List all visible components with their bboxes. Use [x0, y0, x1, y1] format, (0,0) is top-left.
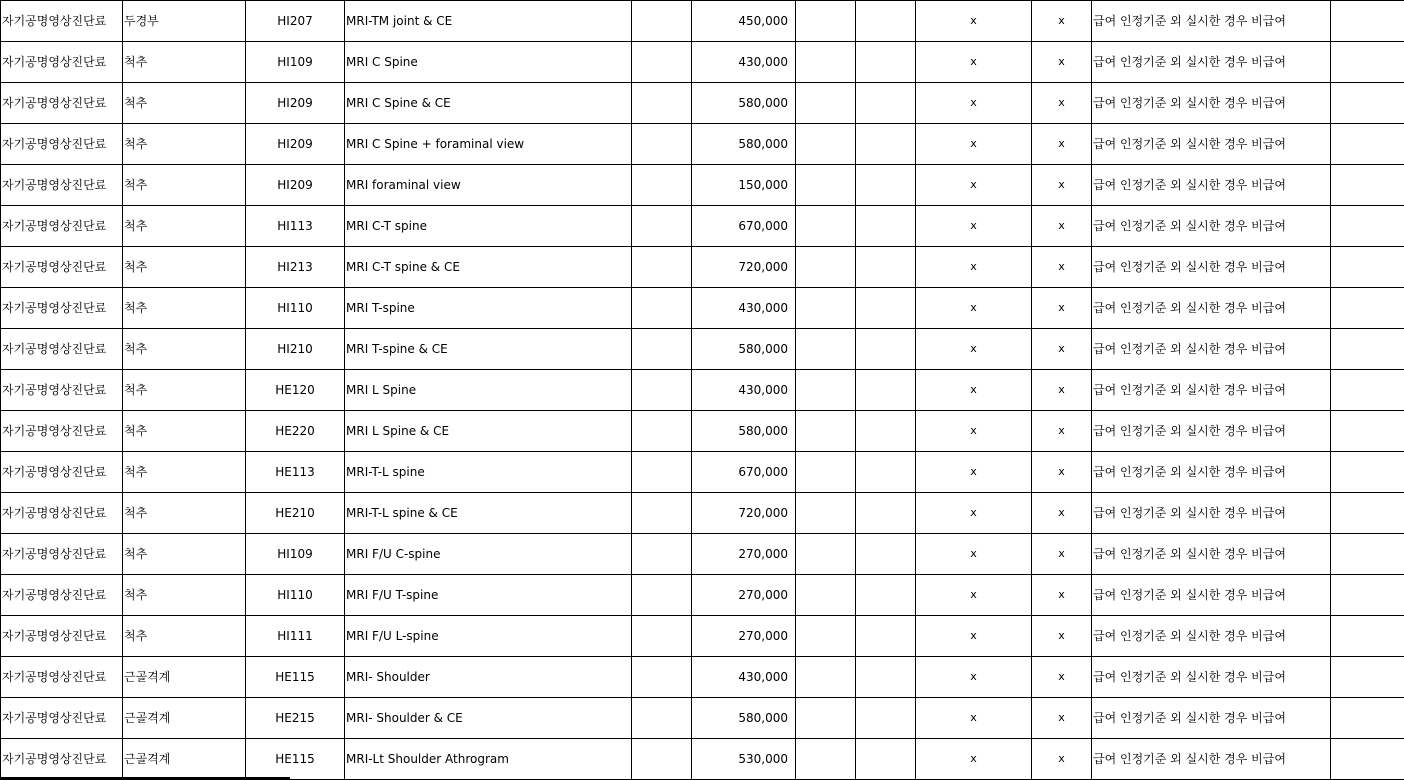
- empty-cell[interactable]: [796, 1, 856, 42]
- note-cell[interactable]: 급여 인정기준 외 실시한 경우 비급여: [1092, 124, 1331, 165]
- empty-cell[interactable]: [856, 247, 916, 288]
- body-part-cell[interactable]: 척추: [123, 42, 246, 83]
- procedure-name-cell[interactable]: MRI F/U T-spine: [345, 575, 632, 616]
- empty-cell[interactable]: [856, 452, 916, 493]
- mark-cell[interactable]: x: [1032, 329, 1092, 370]
- price-cell[interactable]: 270,000: [692, 534, 796, 575]
- note-cell[interactable]: 급여 인정기준 외 실시한 경우 비급여: [1092, 83, 1331, 124]
- empty-cell[interactable]: [632, 616, 692, 657]
- empty-cell[interactable]: [632, 83, 692, 124]
- empty-cell[interactable]: [632, 739, 692, 780]
- empty-cell[interactable]: [632, 124, 692, 165]
- body-part-cell[interactable]: 척추: [123, 370, 246, 411]
- table-row: [1, 452, 1404, 493]
- price-cell[interactable]: 150,000: [692, 165, 796, 206]
- mark-cell[interactable]: x: [1032, 739, 1092, 780]
- empty-cell[interactable]: [632, 329, 692, 370]
- empty-cell[interactable]: [796, 206, 856, 247]
- mark-cell[interactable]: x: [1032, 657, 1092, 698]
- mark-cell[interactable]: x: [1032, 288, 1092, 329]
- empty-cell[interactable]: [1331, 83, 1404, 124]
- empty-cell[interactable]: [632, 698, 692, 739]
- empty-cell[interactable]: [1331, 206, 1404, 247]
- empty-cell[interactable]: [796, 83, 856, 124]
- empty-cell[interactable]: [856, 1, 916, 42]
- empty-cell[interactable]: [796, 452, 856, 493]
- mark-cell[interactable]: x: [916, 493, 1032, 534]
- empty-cell[interactable]: [1331, 247, 1404, 288]
- mark-cell[interactable]: x: [1032, 206, 1092, 247]
- empty-cell[interactable]: [856, 739, 916, 780]
- body-part-cell[interactable]: 척추: [123, 616, 246, 657]
- procedure-name-cell[interactable]: MRI foraminal view: [345, 165, 632, 206]
- note-cell[interactable]: 급여 인정기준 외 실시한 경우 비급여: [1092, 493, 1331, 534]
- empty-cell[interactable]: [632, 452, 692, 493]
- empty-cell[interactable]: [856, 657, 916, 698]
- mark-cell[interactable]: x: [916, 411, 1032, 452]
- price-cell[interactable]: 450,000: [692, 1, 796, 42]
- mark-cell[interactable]: x: [916, 698, 1032, 739]
- price-cell[interactable]: 430,000: [692, 42, 796, 83]
- empty-cell[interactable]: [632, 411, 692, 452]
- code-cell[interactable]: HI213: [246, 247, 345, 288]
- mark-cell[interactable]: x: [916, 575, 1032, 616]
- note-cell[interactable]: 급여 인정기준 외 실시한 경우 비급여: [1092, 42, 1331, 83]
- code-cell[interactable]: HI110: [246, 575, 345, 616]
- category-cell[interactable]: 자기공명영상진단료: [1, 411, 123, 452]
- mark-cell[interactable]: x: [1032, 534, 1092, 575]
- code-cell[interactable]: HE115: [246, 657, 345, 698]
- empty-cell[interactable]: [796, 247, 856, 288]
- table-row: [1, 411, 1404, 452]
- empty-cell[interactable]: [856, 42, 916, 83]
- price-cell[interactable]: 430,000: [692, 370, 796, 411]
- body-part-cell[interactable]: 척추: [123, 124, 246, 165]
- empty-cell[interactable]: [856, 288, 916, 329]
- empty-cell[interactable]: [1331, 657, 1404, 698]
- table-body: [1, 1, 1404, 780]
- code-cell[interactable]: HE215: [246, 698, 345, 739]
- procedure-name-cell[interactable]: MRI C Spine: [345, 42, 632, 83]
- empty-cell[interactable]: [856, 534, 916, 575]
- empty-cell[interactable]: [796, 42, 856, 83]
- empty-cell[interactable]: [1331, 739, 1404, 780]
- mark-cell[interactable]: x: [1032, 493, 1092, 534]
- empty-cell[interactable]: [856, 575, 916, 616]
- table-row: [1, 698, 1404, 739]
- price-cell[interactable]: 580,000: [692, 83, 796, 124]
- table-row: [1, 370, 1404, 411]
- category-cell[interactable]: 자기공명영상진단료: [1, 42, 123, 83]
- empty-cell[interactable]: [856, 616, 916, 657]
- procedure-name-cell[interactable]: MRI C Spine + foraminal view: [345, 124, 632, 165]
- table-row: [1, 493, 1404, 534]
- empty-cell[interactable]: [796, 575, 856, 616]
- empty-cell[interactable]: [796, 288, 856, 329]
- table-row: [1, 534, 1404, 575]
- mark-cell[interactable]: x: [1032, 616, 1092, 657]
- code-cell[interactable]: HE120: [246, 370, 345, 411]
- empty-cell[interactable]: [632, 1, 692, 42]
- procedure-name-cell[interactable]: MRI L Spine: [345, 370, 632, 411]
- body-part-cell[interactable]: 근골격계: [123, 698, 246, 739]
- mark-cell[interactable]: x: [1032, 83, 1092, 124]
- mark-cell[interactable]: x: [1032, 247, 1092, 288]
- note-cell[interactable]: 급여 인정기준 외 실시한 경우 비급여: [1092, 616, 1331, 657]
- empty-cell[interactable]: [856, 165, 916, 206]
- category-cell[interactable]: 자기공명영상진단료: [1, 165, 123, 206]
- procedure-name-cell[interactable]: MRI-T-L spine & CE: [345, 493, 632, 534]
- empty-cell[interactable]: [796, 329, 856, 370]
- category-cell[interactable]: 자기공명영상진단료: [1, 452, 123, 493]
- empty-cell[interactable]: [1331, 1, 1404, 42]
- procedure-name-cell[interactable]: MRI C-T spine: [345, 206, 632, 247]
- mark-cell[interactable]: x: [916, 165, 1032, 206]
- body-part-cell[interactable]: 두경부: [123, 1, 246, 42]
- body-part-cell[interactable]: 척추: [123, 165, 246, 206]
- mark-cell[interactable]: x: [916, 370, 1032, 411]
- empty-cell[interactable]: [1331, 165, 1404, 206]
- body-part-cell[interactable]: 척추: [123, 534, 246, 575]
- empty-cell[interactable]: [796, 698, 856, 739]
- empty-cell[interactable]: [796, 493, 856, 534]
- empty-cell[interactable]: [856, 124, 916, 165]
- note-cell[interactable]: 급여 인정기준 외 실시한 경우 비급여: [1092, 206, 1331, 247]
- mark-cell[interactable]: x: [916, 247, 1032, 288]
- body-part-cell[interactable]: 척추: [123, 83, 246, 124]
- note-cell[interactable]: 급여 인정기준 외 실시한 경우 비급여: [1092, 739, 1331, 780]
- category-cell[interactable]: 자기공명영상진단료: [1, 83, 123, 124]
- note-cell[interactable]: 급여 인정기준 외 실시한 경우 비급여: [1092, 247, 1331, 288]
- empty-cell[interactable]: [796, 411, 856, 452]
- category-cell[interactable]: 자기공명영상진단료: [1, 534, 123, 575]
- mark-cell[interactable]: x: [916, 452, 1032, 493]
- empty-cell[interactable]: [1331, 616, 1404, 657]
- mark-cell[interactable]: x: [916, 124, 1032, 165]
- code-cell[interactable]: HI209: [246, 83, 345, 124]
- price-cell[interactable]: 720,000: [692, 247, 796, 288]
- empty-cell[interactable]: [1331, 493, 1404, 534]
- empty-cell[interactable]: [1331, 452, 1404, 493]
- price-cell[interactable]: 270,000: [692, 616, 796, 657]
- table-row: [1, 165, 1404, 206]
- empty-cell[interactable]: [632, 288, 692, 329]
- mark-cell[interactable]: x: [1032, 124, 1092, 165]
- procedure-name-cell[interactable]: MRI F/U L-spine: [345, 616, 632, 657]
- table-row: [1, 124, 1404, 165]
- price-cell[interactable]: 580,000: [692, 329, 796, 370]
- code-cell[interactable]: HI109: [246, 42, 345, 83]
- empty-cell[interactable]: [632, 534, 692, 575]
- empty-cell[interactable]: [796, 657, 856, 698]
- body-part-cell[interactable]: 척추: [123, 206, 246, 247]
- body-part-cell[interactable]: 척추: [123, 329, 246, 370]
- empty-cell[interactable]: [796, 616, 856, 657]
- body-part-cell[interactable]: 척추: [123, 288, 246, 329]
- procedure-name-cell[interactable]: MRI C-T spine & CE: [345, 247, 632, 288]
- mark-cell[interactable]: x: [1032, 575, 1092, 616]
- mark-cell[interactable]: x: [916, 534, 1032, 575]
- price-cell[interactable]: 580,000: [692, 698, 796, 739]
- mark-cell[interactable]: x: [916, 1, 1032, 42]
- body-part-cell[interactable]: 척추: [123, 411, 246, 452]
- empty-cell[interactable]: [632, 657, 692, 698]
- table-row: [1, 575, 1404, 616]
- empty-cell[interactable]: [856, 411, 916, 452]
- code-cell[interactable]: HI110: [246, 288, 345, 329]
- table-row: [1, 329, 1404, 370]
- mark-cell[interactable]: x: [1032, 452, 1092, 493]
- code-cell[interactable]: HE113: [246, 452, 345, 493]
- price-cell[interactable]: 580,000: [692, 124, 796, 165]
- category-cell[interactable]: 자기공명영상진단료: [1, 329, 123, 370]
- note-cell[interactable]: 급여 인정기준 외 실시한 경우 비급여: [1092, 165, 1331, 206]
- empty-cell[interactable]: [796, 124, 856, 165]
- empty-cell[interactable]: [856, 493, 916, 534]
- empty-cell[interactable]: [1331, 288, 1404, 329]
- category-cell[interactable]: 자기공명영상진단료: [1, 1, 123, 42]
- mark-cell[interactable]: x: [916, 329, 1032, 370]
- category-cell[interactable]: 자기공명영상진단료: [1, 616, 123, 657]
- empty-cell[interactable]: [1331, 329, 1404, 370]
- empty-cell[interactable]: [632, 493, 692, 534]
- code-cell[interactable]: HE220: [246, 411, 345, 452]
- price-cell[interactable]: 430,000: [692, 288, 796, 329]
- note-cell[interactable]: 급여 인정기준 외 실시한 경우 비급여: [1092, 288, 1331, 329]
- empty-cell[interactable]: [632, 575, 692, 616]
- empty-cell[interactable]: [796, 739, 856, 780]
- note-cell[interactable]: 급여 인정기준 외 실시한 경우 비급여: [1092, 534, 1331, 575]
- mark-cell[interactable]: x: [916, 206, 1032, 247]
- mark-cell[interactable]: x: [1032, 1, 1092, 42]
- table-row: [1, 616, 1404, 657]
- procedure-name-cell[interactable]: MRI-TM joint & CE: [345, 1, 632, 42]
- category-cell[interactable]: 자기공명영상진단료: [1, 206, 123, 247]
- table-row: [1, 739, 1404, 780]
- note-cell[interactable]: 급여 인정기준 외 실시한 경우 비급여: [1092, 370, 1331, 411]
- procedure-name-cell[interactable]: MRI T-spine & CE: [345, 329, 632, 370]
- category-cell[interactable]: 자기공명영상진단료: [1, 247, 123, 288]
- body-part-cell[interactable]: 척추: [123, 493, 246, 534]
- price-cell[interactable]: 720,000: [692, 493, 796, 534]
- category-cell[interactable]: 자기공명영상진단료: [1, 739, 123, 780]
- mark-cell[interactable]: x: [1032, 42, 1092, 83]
- empty-cell[interactable]: [856, 329, 916, 370]
- note-cell[interactable]: 급여 인정기준 외 실시한 경우 비급여: [1092, 452, 1331, 493]
- category-cell[interactable]: 자기공명영상진단료: [1, 124, 123, 165]
- category-cell[interactable]: 자기공명영상진단료: [1, 698, 123, 739]
- price-cell[interactable]: 670,000: [692, 452, 796, 493]
- body-part-cell[interactable]: 척추: [123, 247, 246, 288]
- note-cell[interactable]: 급여 인정기준 외 실시한 경우 비급여: [1092, 411, 1331, 452]
- code-cell[interactable]: HI209: [246, 124, 345, 165]
- note-cell[interactable]: 급여 인정기준 외 실시한 경우 비급여: [1092, 575, 1331, 616]
- empty-cell[interactable]: [1331, 534, 1404, 575]
- empty-cell[interactable]: [1331, 370, 1404, 411]
- body-part-cell[interactable]: 척추: [123, 452, 246, 493]
- code-cell[interactable]: HI210: [246, 329, 345, 370]
- procedure-name-cell[interactable]: MRI C Spine & CE: [345, 83, 632, 124]
- code-cell[interactable]: HE210: [246, 493, 345, 534]
- code-cell[interactable]: HI207: [246, 1, 345, 42]
- empty-cell[interactable]: [856, 83, 916, 124]
- empty-cell[interactable]: [796, 370, 856, 411]
- category-cell[interactable]: 자기공명영상진단료: [1, 288, 123, 329]
- body-part-cell[interactable]: 척추: [123, 575, 246, 616]
- body-part-cell[interactable]: 근골격계: [123, 739, 246, 780]
- procedure-name-cell[interactable]: MRI-Lt Shoulder Athrogram: [345, 739, 632, 780]
- mark-cell[interactable]: x: [916, 657, 1032, 698]
- table-row: [1, 657, 1404, 698]
- table-row: [1, 206, 1404, 247]
- mark-cell[interactable]: x: [916, 83, 1032, 124]
- empty-cell[interactable]: [1331, 575, 1404, 616]
- empty-cell[interactable]: [632, 370, 692, 411]
- note-cell[interactable]: 급여 인정기준 외 실시한 경우 비급여: [1092, 657, 1331, 698]
- empty-cell[interactable]: [632, 247, 692, 288]
- body-part-cell[interactable]: 근골격계: [123, 657, 246, 698]
- table-row: [1, 83, 1404, 124]
- empty-cell[interactable]: [1331, 42, 1404, 83]
- code-cell[interactable]: HI111: [246, 616, 345, 657]
- empty-cell[interactable]: [632, 206, 692, 247]
- empty-cell[interactable]: [1331, 124, 1404, 165]
- price-cell[interactable]: 270,000: [692, 575, 796, 616]
- empty-cell[interactable]: [856, 206, 916, 247]
- price-cell[interactable]: 670,000: [692, 206, 796, 247]
- table-row: [1, 247, 1404, 288]
- category-cell[interactable]: 자기공명영상진단료: [1, 575, 123, 616]
- mark-cell[interactable]: x: [916, 616, 1032, 657]
- mark-cell[interactable]: x: [1032, 370, 1092, 411]
- procedure-name-cell[interactable]: MRI- Shoulder: [345, 657, 632, 698]
- empty-cell[interactable]: [1331, 698, 1404, 739]
- mark-cell[interactable]: x: [916, 739, 1032, 780]
- table-row: [1, 42, 1404, 83]
- empty-cell[interactable]: [1331, 411, 1404, 452]
- price-cell[interactable]: 430,000: [692, 657, 796, 698]
- table-row: [1, 288, 1404, 329]
- note-cell[interactable]: 급여 인정기준 외 실시한 경우 비급여: [1092, 329, 1331, 370]
- code-cell[interactable]: HE115: [246, 739, 345, 780]
- category-cell[interactable]: 자기공명영상진단료: [1, 657, 123, 698]
- code-cell[interactable]: HI209: [246, 165, 345, 206]
- note-cell[interactable]: 급여 인정기준 외 실시한 경우 비급여: [1092, 698, 1331, 739]
- empty-cell[interactable]: [632, 42, 692, 83]
- procedure-name-cell[interactable]: MRI-T-L spine: [345, 452, 632, 493]
- price-cell[interactable]: 580,000: [692, 411, 796, 452]
- mark-cell[interactable]: x: [1032, 698, 1092, 739]
- mark-cell[interactable]: x: [916, 288, 1032, 329]
- mark-cell[interactable]: x: [916, 42, 1032, 83]
- table-row: [1, 1, 1404, 42]
- category-cell[interactable]: 자기공명영상진단료: [1, 370, 123, 411]
- price-cell[interactable]: 530,000: [692, 739, 796, 780]
- category-cell[interactable]: 자기공명영상진단료: [1, 493, 123, 534]
- empty-cell[interactable]: [856, 370, 916, 411]
- procedure-name-cell[interactable]: MRI L Spine & CE: [345, 411, 632, 452]
- code-cell[interactable]: HI113: [246, 206, 345, 247]
- empty-cell[interactable]: [796, 165, 856, 206]
- procedure-name-cell[interactable]: MRI T-spine: [345, 288, 632, 329]
- procedure-name-cell[interactable]: MRI- Shoulder & CE: [345, 698, 632, 739]
- mark-cell[interactable]: x: [1032, 165, 1092, 206]
- empty-cell[interactable]: [856, 698, 916, 739]
- note-cell[interactable]: 급여 인정기준 외 실시한 경우 비급여: [1092, 1, 1331, 42]
- empty-cell[interactable]: [796, 534, 856, 575]
- procedure-name-cell[interactable]: MRI F/U C-spine: [345, 534, 632, 575]
- code-cell[interactable]: HI109: [246, 534, 345, 575]
- empty-cell[interactable]: [632, 165, 692, 206]
- mark-cell[interactable]: x: [1032, 411, 1092, 452]
